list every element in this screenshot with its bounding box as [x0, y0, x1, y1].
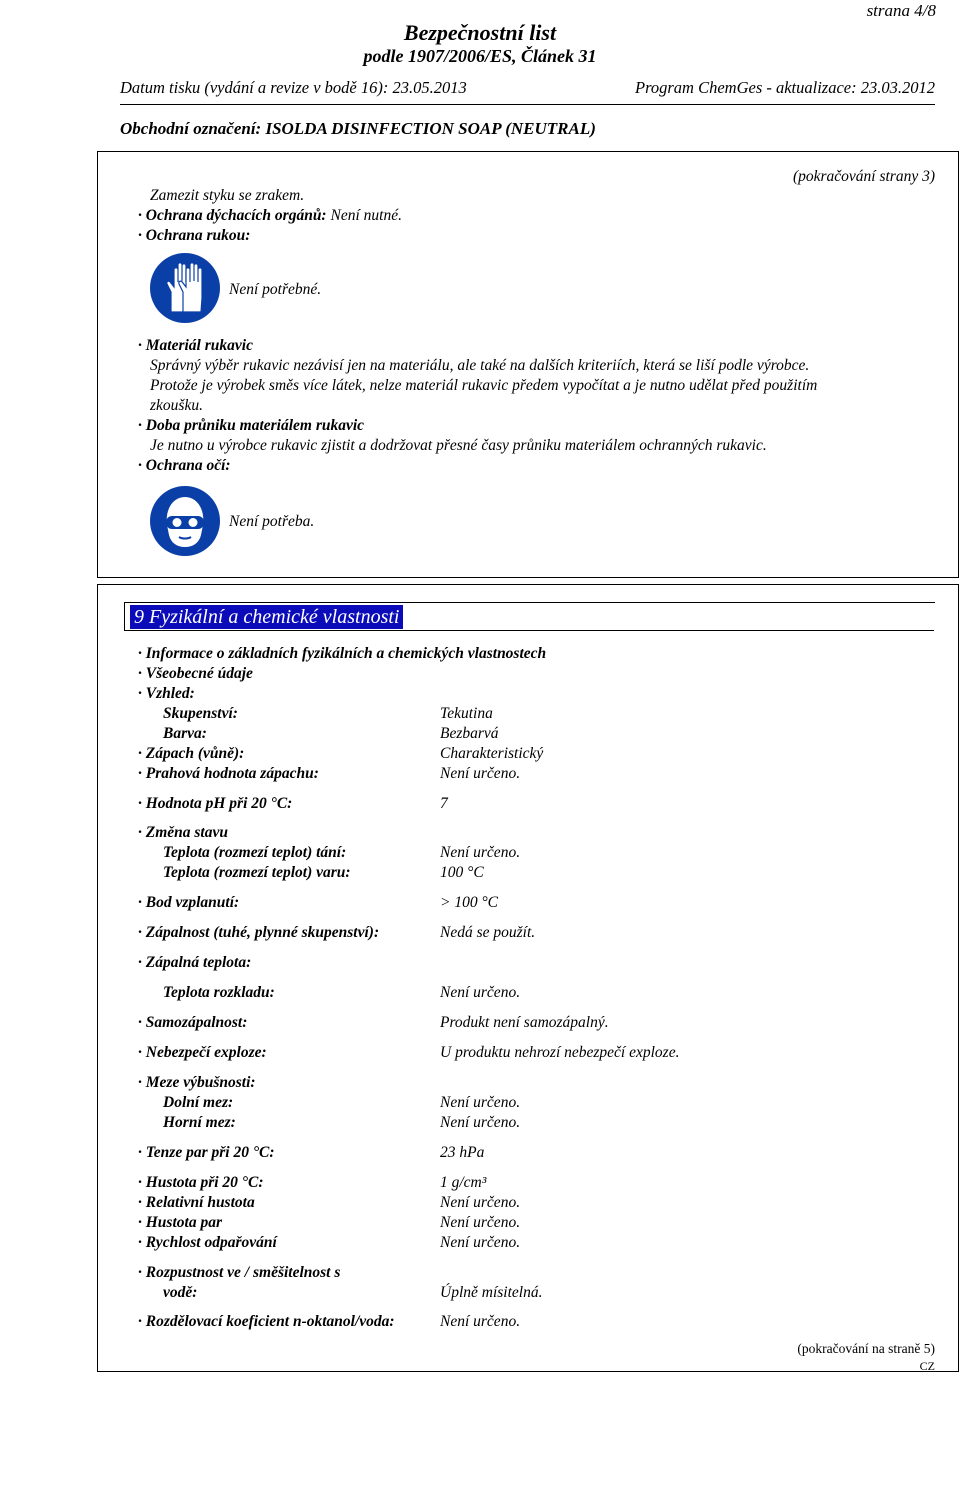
property-label: · Nebezpečí exploze: [138, 1044, 267, 1061]
respiratory-value: Není nutné. [326, 207, 402, 224]
language-code: CZ [919, 1359, 935, 1373]
property-value: Není určeno. [440, 1094, 521, 1111]
property-label: Teplota rozkladu: [163, 984, 275, 1001]
property-label: · Zápalná teplota: [138, 954, 252, 971]
page-number: strana 4/8 [866, 1, 936, 20]
section-9-rule [124, 630, 934, 631]
eye-protection-label: · Ochrana očí: [138, 457, 231, 474]
eye-contact-note: Zamezit styku se zrakem. [150, 187, 305, 204]
property-label: Teplota (rozmezí teplot) tání: [163, 844, 347, 861]
glove-material-label: · Materiál rukavic [138, 337, 253, 354]
property-label: · Tenze par při 20 °C: [138, 1144, 275, 1161]
section-9-box [97, 584, 959, 1372]
property-label: · Prahová hodnota zápachu: [138, 765, 319, 782]
breakthrough-text: Je nutno u výrobce rukavic zjistit a dodržovat přesné časy průniku materiálem ochranných rukavic. [150, 437, 767, 454]
property-label: · Bod vzplanutí: [138, 894, 240, 911]
property-label: · Rychlost odpařování [138, 1234, 277, 1251]
property-value: Není určeno. [440, 1114, 521, 1131]
property-value: 7 [440, 795, 448, 812]
property-label: Barva: [163, 725, 207, 742]
eye-protection-value: Není potřeba. [229, 513, 315, 530]
basic-info-heading: · Informace o základních fyzikálních a chemických vlastnostech [138, 645, 547, 662]
property-label: · Hodnota pH při 20 °C: [138, 795, 293, 812]
property-value: Produkt není samozápalný. [440, 1014, 609, 1031]
property-value: Není určeno. [440, 765, 521, 782]
property-label: Skupenství: [163, 705, 238, 722]
property-value: 23 hPa [440, 1144, 485, 1161]
property-value: Není určeno. [440, 984, 521, 1001]
respiratory-protection [138, 207, 402, 225]
glove-material-text-1: Správný výběr rukavic nezávisí jen na materiálu, ale také na dalších kriteriích, která se liší podle výrobce. [150, 357, 810, 374]
section-9-header [124, 602, 935, 631]
print-date: Datum tisku (vydání a revize v bodě 16): 23.05.2013 [120, 78, 467, 97]
trade-name: Obchodní označení: ISOLDA DISINFECTION SOAP (NEUTRAL) [120, 119, 596, 138]
section-9-title: 9 Fyzikální a chemické vlastnosti [130, 605, 403, 629]
property-label: · Zápach (vůně): [138, 745, 245, 762]
property-label: vodě: [163, 1284, 198, 1301]
property-value: 1 g/cm³ [440, 1174, 487, 1191]
breakthrough-label: · Doba průniku materiálem rukavic [138, 417, 365, 434]
program-version: Program ChemGes - aktualizace: 23.03.2012 [634, 78, 935, 97]
property-value: Není určeno. [440, 844, 521, 861]
property-label: · Rozdělovací koeficient n-oktanol/voda: [138, 1313, 395, 1330]
property-value: Bezbarvá [440, 725, 499, 742]
property-label: · Změna stavu [138, 824, 228, 841]
property-value: Úplně mísitelná. [440, 1284, 543, 1301]
document-title: Bezpečnostní list [403, 20, 557, 45]
property-label: · Hustota při 20 °C: [138, 1174, 264, 1191]
glove-material-text-3: zkoušku. [150, 397, 203, 414]
property-label: · Meze výbušnosti: [138, 1074, 256, 1091]
general-data-heading: · Všeobecné údaje [138, 665, 253, 682]
property-label: · Relativní hustota [138, 1194, 255, 1211]
property-value: U produktu nehrozí nebezpečí exploze. [440, 1044, 680, 1061]
property-value: 100 °C [440, 864, 484, 881]
glove-material-text-2: Protože je výrobek směs více látek, nelze materiál rukavic předem vypočítat a je nutno udělat před použitím [150, 377, 818, 394]
property-value: Není určeno. [440, 1194, 521, 1211]
property-label: Horní mez: [163, 1114, 236, 1131]
hand-protection-value: Není potřebné. [229, 281, 322, 298]
gloves-mandatory-icon [149, 252, 221, 324]
goggles-mandatory-icon [149, 485, 221, 557]
document-regulation: podle 1907/2006/ES, Článek 31 [363, 46, 597, 66]
property-label: Teplota (rozmezí teplot) varu: [163, 864, 351, 881]
property-value: Není určeno. [440, 1313, 521, 1330]
property-value: Není určeno. [440, 1234, 521, 1251]
property-value: Nedá se použít. [440, 924, 536, 941]
property-value: Charakteristický [440, 745, 544, 762]
property-label: · Rozpustnost ve / směšitelnost s [138, 1264, 341, 1281]
property-value: > 100 °C [440, 894, 498, 911]
header-divider [120, 104, 935, 105]
property-value: Tekutina [440, 705, 493, 722]
property-label: · Zápalnost (tuhé, plynné skupenství): [138, 924, 380, 941]
property-label: · Hustota par [138, 1214, 222, 1231]
continued-from: (pokračování strany 3) [792, 168, 935, 185]
property-label: Dolní mez: [163, 1094, 234, 1111]
hand-protection-label: · Ochrana rukou: [138, 227, 251, 244]
continued-next: (pokračování na straně 5) [797, 1341, 935, 1356]
appearance-heading: · Vzhled: [138, 685, 195, 702]
respiratory-label: · Ochrana dýchacích orgánů: [138, 207, 327, 224]
property-label: · Samozápalnost: [138, 1014, 248, 1031]
property-value: Není určeno. [440, 1214, 521, 1231]
